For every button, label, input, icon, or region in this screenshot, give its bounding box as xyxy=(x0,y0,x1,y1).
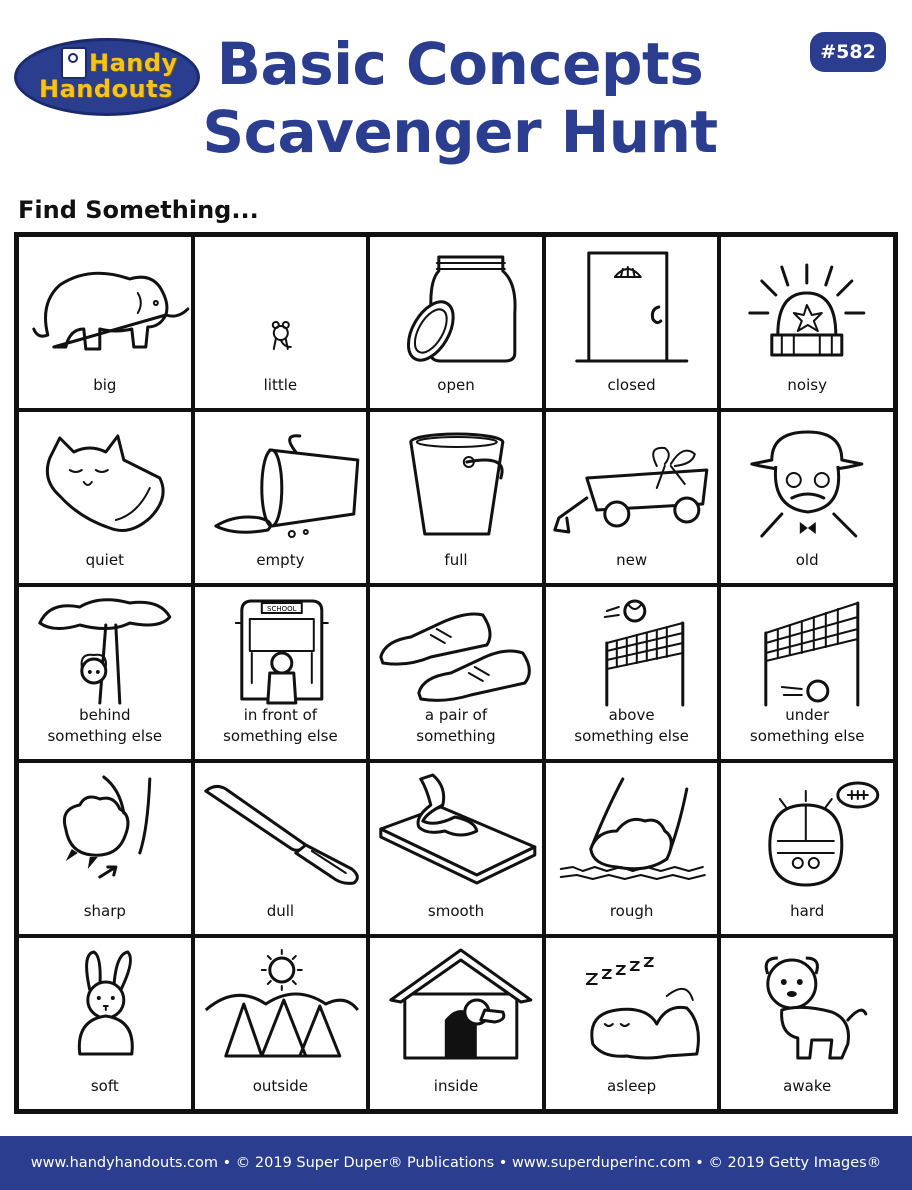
cell-big xyxy=(19,237,191,408)
cell-label-9: new xyxy=(616,551,648,570)
tree-girl-icon xyxy=(19,593,191,713)
sleeping-cat-icon xyxy=(19,418,191,538)
cell-label-17: dull xyxy=(266,901,295,920)
cell-label-23: inside xyxy=(433,1076,479,1095)
cell-old xyxy=(721,412,893,583)
cell-asleep xyxy=(546,938,718,1109)
cell-label-10: old xyxy=(795,551,819,570)
cell-soft xyxy=(19,938,191,1109)
cell-awake xyxy=(721,938,893,1109)
full-bucket-icon xyxy=(370,418,542,538)
cell-closed xyxy=(546,237,718,408)
siren-icon xyxy=(721,243,893,363)
handout-number-badge: #582 xyxy=(810,32,886,72)
cell-label-25: awake xyxy=(783,1076,832,1095)
sleeping-dog-icon xyxy=(546,944,718,1064)
cell-label-24: asleep xyxy=(607,1076,657,1095)
cell-sharp xyxy=(19,763,191,934)
cell-label-8: full xyxy=(444,551,468,570)
cell-label-12: in front of xyxy=(243,705,318,724)
cell-label-7: empty xyxy=(256,551,305,570)
cell-label-5: noisy xyxy=(787,376,827,395)
title-line2: Scavenger Hunt xyxy=(202,98,718,166)
shoes-icon xyxy=(370,593,542,713)
cell-label-21: soft xyxy=(90,1076,119,1095)
cell-hard xyxy=(721,763,893,934)
concept-grid xyxy=(14,232,898,1114)
cell-label-16: sharp xyxy=(83,901,126,920)
ball-over-net-icon xyxy=(546,593,718,713)
cell-label-20: hard xyxy=(790,901,825,920)
cell-above: above something else xyxy=(546,587,718,758)
cell-label-11: behind xyxy=(79,705,131,724)
cell-outside xyxy=(195,938,367,1109)
cell-label-1: big xyxy=(93,376,117,395)
cell-label-13: a pair of xyxy=(424,705,488,724)
tipped-bucket-icon xyxy=(195,418,367,538)
logo-line1: Handy xyxy=(89,49,178,77)
knife-icon xyxy=(195,769,367,889)
school-bus-icon xyxy=(195,593,367,713)
logo-line2: Handouts xyxy=(39,75,173,103)
cell-in-front-of: SCHOOL in front of something else xyxy=(195,587,367,758)
cell-full xyxy=(370,412,542,583)
cell-label-14: above xyxy=(608,705,655,724)
cell-behind: behind something else xyxy=(19,587,191,758)
cell-label-2: little xyxy=(263,376,298,395)
cell-label-19: rough xyxy=(609,901,654,920)
open-jar-icon xyxy=(370,243,542,363)
old-man-icon xyxy=(721,418,893,538)
cell-quiet xyxy=(19,412,191,583)
cell-a-pair-of: a pair of something xyxy=(370,587,542,758)
cell-little xyxy=(195,237,367,408)
wagon-icon xyxy=(546,418,718,538)
title-line1: Basic Concepts xyxy=(216,30,704,98)
cell-label-4: closed xyxy=(607,376,656,395)
mouse-icon xyxy=(195,243,367,363)
doghouse-icon xyxy=(370,944,542,1064)
cell-label-6: quiet xyxy=(85,551,124,570)
cell-noisy xyxy=(721,237,893,408)
cell-new xyxy=(546,412,718,583)
claw-icon xyxy=(19,769,191,889)
smooth-board-icon xyxy=(370,769,542,889)
helmet-icon xyxy=(721,769,893,889)
rough-surface-icon xyxy=(546,769,718,889)
footer-credits: www.handyhandouts.com • © 2019 Super Duper® Publications • www.superduperinc.com • © 2019 Getty Images® xyxy=(0,1136,912,1190)
cell-inside xyxy=(370,938,542,1109)
elephant-icon xyxy=(19,243,191,363)
cell-smooth xyxy=(370,763,542,934)
cell-under: under something else xyxy=(721,587,893,758)
handy-handouts-logo xyxy=(14,38,200,116)
awake-dog-icon xyxy=(721,944,893,1064)
cell-label-22: outside xyxy=(252,1076,309,1095)
closed-door-icon xyxy=(546,243,718,363)
bunny-icon xyxy=(19,944,191,1064)
cell-rough xyxy=(546,763,718,934)
cell-open xyxy=(370,237,542,408)
cell-label-15: under xyxy=(785,705,830,724)
cell-dull xyxy=(195,763,367,934)
cell-empty xyxy=(195,412,367,583)
page-title xyxy=(190,30,730,166)
trees-sun-icon xyxy=(195,944,367,1064)
find-prompt: Find Something... xyxy=(18,196,259,224)
cell-label-18: smooth xyxy=(427,901,485,920)
svg-text:SCHOOL: SCHOOL xyxy=(266,605,297,614)
cell-label-3: open xyxy=(437,376,475,395)
ball-under-net-icon xyxy=(721,593,893,713)
